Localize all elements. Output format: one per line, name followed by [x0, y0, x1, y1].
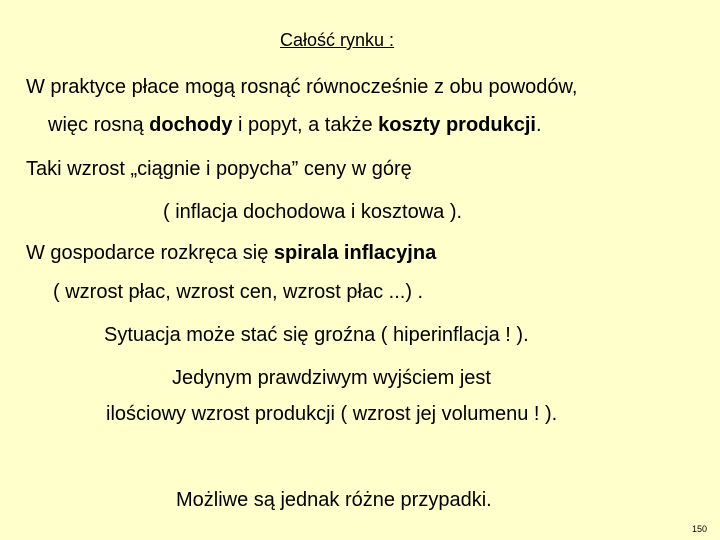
text-line-6: ( wzrost płac, wzrost cen, wzrost płac ...) . — [53, 281, 424, 303]
text-line-3: Taki wzrost „ciągnie i popycha” ceny w górę — [26, 158, 412, 180]
text-line-2-dochody: dochody — [149, 114, 233, 136]
text-line-5-spirala-inflacyjna: spirala inflacyjna — [273, 242, 437, 264]
text-line-9: ilościowy wzrost produkcji ( wzrost jej volumenu ! ). — [106, 403, 558, 425]
text-line-2-period: . — [535, 114, 542, 136]
slide-title: Całość rynku : — [280, 30, 395, 50]
page-number: 150 — [691, 524, 707, 534]
text-line-10: Możliwe są jednak różne przypadki. — [176, 489, 492, 511]
text-line-8: Jedynym prawdziwym wyjściem jest — [172, 367, 491, 389]
text-line-4: ( inflacja dochodowa i kosztowa ). — [163, 201, 463, 223]
text-line-2-part-a: więc rosną — [48, 114, 150, 136]
text-line-5 — [26, 241, 436, 265]
text-line-1: W praktyce płace mogą rosnąć równocześnie z obu powodów, — [26, 76, 578, 98]
text-line-7: Sytuacja może stać się groźna ( hiperinflacja ! ). — [104, 324, 529, 346]
text-line-5-part-a: W gospodarce rozkręca się — [26, 242, 274, 264]
text-line-2-part-c: i popyt, a także — [232, 114, 379, 136]
text-line-2 — [48, 113, 542, 137]
text-line-2-koszty-produkcji: koszty produkcji — [378, 114, 536, 136]
